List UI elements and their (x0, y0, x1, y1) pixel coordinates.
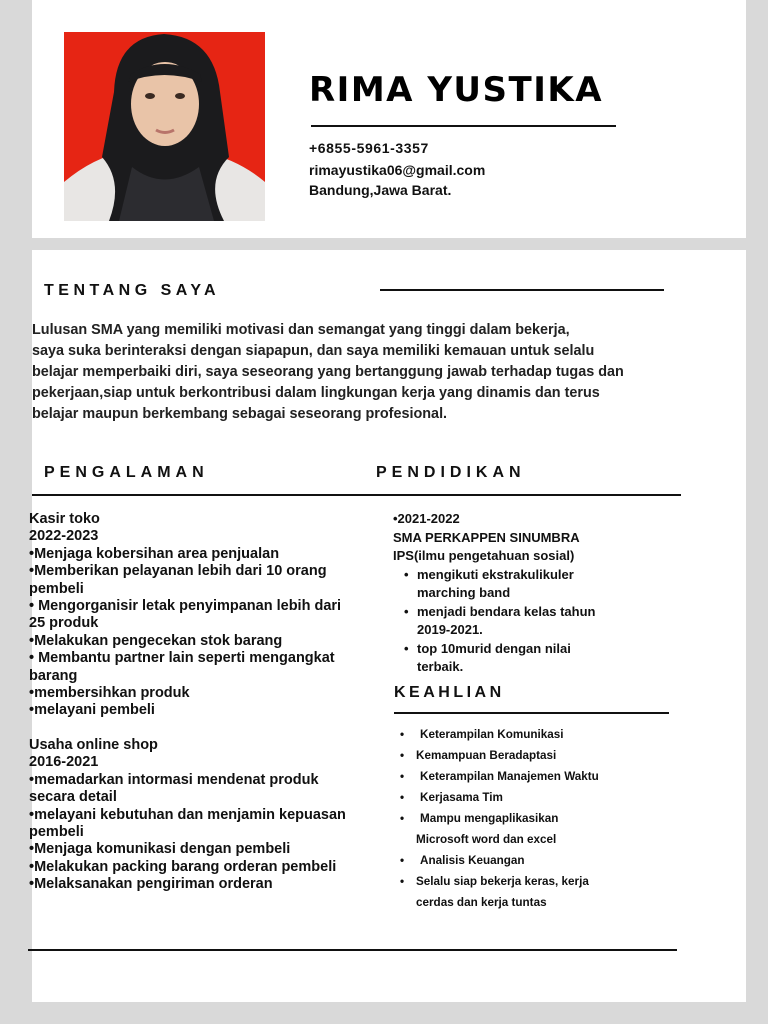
job-duty: •Melakukan packing barang orderan pembeli (29, 858, 337, 875)
full-name: RIMA YUSTIKA (309, 70, 604, 110)
job-duty: pembeli (29, 824, 84, 841)
education-period: •2021-2022 (393, 511, 460, 526)
about-line: saya suka berinteraksi dengan siapapun, dan saya memiliki kemauan untuk selalu (32, 343, 595, 359)
skill-item: • Mampu mengaplikasikan Microsoft word dan excel (394, 808, 684, 850)
about-paragraph (32, 320, 682, 425)
skills-divider (394, 712, 669, 714)
job-duty: 25 produk (29, 615, 99, 632)
about-line: pekerjaan,siap untuk berkontribusi dalam lingkungan kerja yang dinamis dan terus (32, 385, 600, 401)
job-duty: • Membantu partner lain seperti mengangkat (29, 650, 335, 667)
profile-photo (64, 32, 265, 221)
experience-heading: PENGALAMAN (44, 464, 209, 481)
email-address: rimayustika06@gmail.com (309, 162, 486, 178)
school-major: IPS(ilmu pengetahuan sosial) (393, 548, 575, 563)
skill-item: • Kerjasama Tim (394, 787, 684, 808)
job-duty: •Memberikan pelayanan lebih dari 10 orang (29, 563, 327, 580)
achievement-item: • mengikuti ekstrakulikuler marching band (393, 566, 683, 603)
job-duty: pembeli (29, 580, 84, 597)
about-line: belajar memperbaiki diri, saya seseorang yang bertanggung jawab terhadap tugas dan (32, 364, 624, 380)
achievement-item: • menjadi bendara kelas tahun 2019-2021. (393, 603, 683, 640)
skill-item: • Analisis Keuangan (394, 850, 684, 871)
footer-divider (28, 949, 677, 951)
about-heading: TENTANG SAYA (44, 282, 221, 299)
skills-list (394, 724, 684, 913)
job-title: Usaha online shop (29, 737, 158, 753)
header-card (32, 0, 746, 238)
skills-heading: KEAHLIAN (394, 684, 505, 701)
education-achievements (393, 566, 683, 677)
about-line: Lulusan SMA yang memiliki motivasi dan semangat yang tinggi dalam bekerja, (32, 322, 570, 338)
skill-item: • Keterampilan Komunikasi (394, 724, 684, 745)
job-duty: •Menjaga kobersihan area penjualan (29, 545, 280, 562)
phone-number: +6855-5961-3357 (309, 140, 429, 156)
skill-item: • Keterampilan Manajemen Waktu (394, 766, 684, 787)
location: Bandung,Jawa Barat. (309, 182, 452, 198)
education-heading: PENDIDIKAN (376, 464, 526, 481)
school-name: SMA PERKAPPEN SINUMBRA (393, 529, 580, 545)
experience-item (29, 511, 374, 720)
education-item (393, 510, 683, 677)
job-duty: barang (29, 667, 78, 684)
job-duty: •Melaksanakan pengiriman orderan (29, 876, 273, 893)
job-title: Kasir toko (29, 511, 100, 527)
skill-item: • Kemampuan Beradaptasi (394, 745, 684, 766)
job-duty: •melayani pembeli (29, 702, 155, 719)
job-duty: • Mengorganisir letak penyimpanan lebih dari (29, 598, 342, 615)
job-duty: •Melakukan pengecekan stok barang (29, 632, 283, 649)
experience-item (29, 737, 374, 894)
job-period: 2016-2021 (29, 754, 99, 771)
job-duty: •membersihkan produk (29, 685, 190, 702)
section-divider (32, 494, 681, 496)
name-divider (311, 125, 616, 127)
job-period: 2022-2023 (29, 528, 99, 545)
job-duty: •melayani kebutuhan dan menjamin kepuasan (29, 806, 346, 823)
achievement-item: • top 10murid dengan nilai terbaik. (393, 640, 683, 677)
job-duty: •Menjaga komunikasi dengan pembeli (29, 841, 291, 858)
job-duty: secara detail (29, 789, 117, 806)
about-line: belajar maupun berkembang sebagai seseorang profesional. (32, 406, 448, 422)
skill-item: • Selalu siap bekerja keras, kerja cerdas dan kerja tuntas (394, 871, 684, 913)
job-duty: •memadarkan intormasi mendenat produk (29, 771, 319, 788)
about-divider (380, 289, 664, 291)
